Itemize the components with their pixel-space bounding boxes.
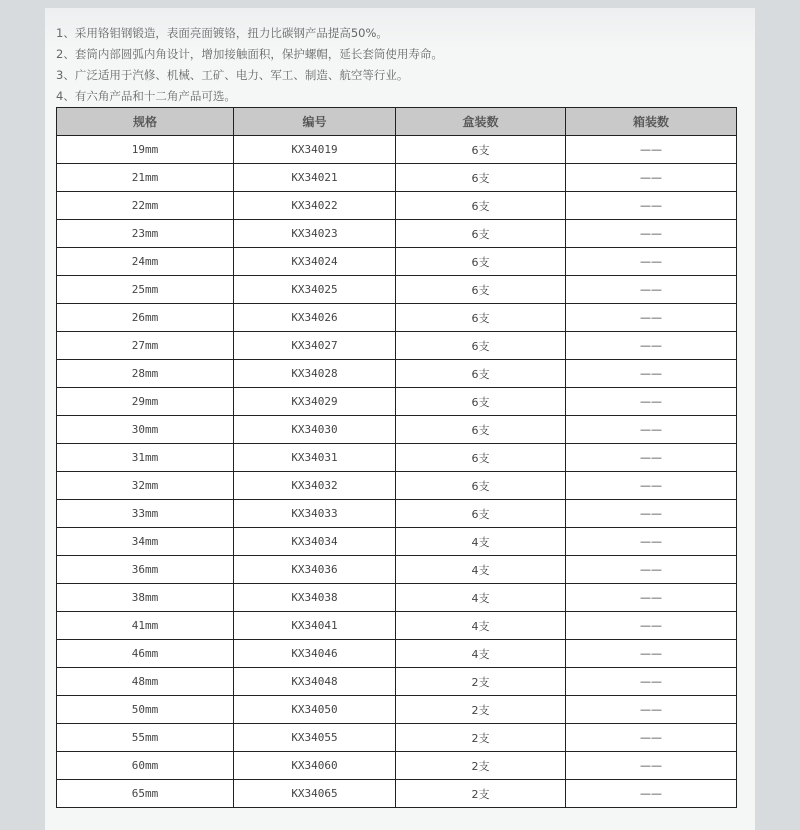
spec-table (56, 107, 737, 808)
cell-box-qty: 6支 (396, 136, 566, 164)
table-row (57, 696, 737, 724)
cell-carton-qty: —— (566, 360, 737, 388)
cell-carton-qty: —— (566, 192, 737, 220)
cell-box-qty: 6支 (396, 500, 566, 528)
column-header-size: 规格 (57, 108, 234, 136)
cell-carton-qty: —— (566, 304, 737, 332)
cell-box-qty: 6支 (396, 472, 566, 500)
cell-size: 60mm (57, 752, 234, 780)
cell-size: 30mm (57, 416, 234, 444)
cell-box-qty: 6支 (396, 248, 566, 276)
cell-carton-qty: —— (566, 780, 737, 808)
cell-size: 55mm (57, 724, 234, 752)
cell-box-qty: 4支 (396, 612, 566, 640)
cell-size: 21mm (57, 164, 234, 192)
cell-box-qty: 6支 (396, 192, 566, 220)
cell-size: 33mm (57, 500, 234, 528)
table-row (57, 136, 737, 164)
cell-code: KX34024 (234, 248, 396, 276)
cell-box-qty: 6支 (396, 360, 566, 388)
column-header-code: 编号 (234, 108, 396, 136)
table-row (57, 332, 737, 360)
cell-box-qty: 2支 (396, 668, 566, 696)
cell-code: KX34050 (234, 696, 396, 724)
cell-box-qty: 4支 (396, 584, 566, 612)
cell-box-qty: 4支 (396, 556, 566, 584)
cell-size: 19mm (57, 136, 234, 164)
cell-carton-qty: —— (566, 500, 737, 528)
table-row (57, 164, 737, 192)
cell-size: 48mm (57, 668, 234, 696)
feature-note: 1、采用铬钼钢锻造，表面亮面镀铬，扭力比碳钢产品提高50%。 (56, 26, 388, 40)
cell-size: 36mm (57, 556, 234, 584)
cell-code: KX34055 (234, 724, 396, 752)
cell-box-qty: 2支 (396, 780, 566, 808)
cell-code: KX34023 (234, 220, 396, 248)
cell-carton-qty: —— (566, 556, 737, 584)
cell-code: KX34041 (234, 612, 396, 640)
cell-box-qty: 6支 (396, 164, 566, 192)
cell-code: KX34032 (234, 472, 396, 500)
cell-box-qty: 6支 (396, 304, 566, 332)
cell-box-qty: 2支 (396, 724, 566, 752)
cell-box-qty: 6支 (396, 444, 566, 472)
cell-box-qty: 6支 (396, 220, 566, 248)
table-row (57, 416, 737, 444)
cell-size: 41mm (57, 612, 234, 640)
cell-code: KX34019 (234, 136, 396, 164)
table-row (57, 220, 737, 248)
column-header-box-qty: 盒装数 (396, 108, 566, 136)
cell-carton-qty: —— (566, 444, 737, 472)
cell-box-qty: 6支 (396, 276, 566, 304)
table-row (57, 724, 737, 752)
cell-size: 29mm (57, 388, 234, 416)
cell-code: KX34030 (234, 416, 396, 444)
cell-size: 65mm (57, 780, 234, 808)
cell-code: KX34025 (234, 276, 396, 304)
table-row (57, 388, 737, 416)
cell-box-qty: 4支 (396, 528, 566, 556)
cell-code: KX34033 (234, 500, 396, 528)
feature-note: 3、广泛适用于汽修、机械、工矿、电力、军工、制造、航空等行业。 (56, 68, 409, 82)
cell-box-qty: 6支 (396, 332, 566, 360)
table-row (57, 500, 737, 528)
feature-notes (56, 23, 736, 107)
cell-box-qty: 4支 (396, 640, 566, 668)
cell-code: KX34036 (234, 556, 396, 584)
cell-carton-qty: —— (566, 220, 737, 248)
cell-code: KX34022 (234, 192, 396, 220)
cell-code: KX34029 (234, 388, 396, 416)
cell-code: KX34027 (234, 332, 396, 360)
cell-size: 25mm (57, 276, 234, 304)
feature-note: 2、套筒内部圆弧内角设计，增加接触面积，保护螺帽，延长套筒使用寿命。 (56, 47, 443, 61)
cell-carton-qty: —— (566, 724, 737, 752)
cell-carton-qty: —— (566, 612, 737, 640)
cell-carton-qty: —— (566, 416, 737, 444)
table-row (57, 780, 737, 808)
cell-size: 27mm (57, 332, 234, 360)
cell-code: KX34026 (234, 304, 396, 332)
cell-carton-qty: —— (566, 752, 737, 780)
cell-carton-qty: —— (566, 584, 737, 612)
cell-code: KX34048 (234, 668, 396, 696)
table-row (57, 444, 737, 472)
table-row (57, 668, 737, 696)
cell-code: KX34060 (234, 752, 396, 780)
cell-code: KX34028 (234, 360, 396, 388)
table-row (57, 528, 737, 556)
table-row (57, 640, 737, 668)
table-row (57, 248, 737, 276)
table-row (57, 752, 737, 780)
cell-carton-qty: —— (566, 696, 737, 724)
table-row (57, 584, 737, 612)
table-header-row (57, 108, 737, 136)
cell-size: 22mm (57, 192, 234, 220)
table-row (57, 556, 737, 584)
table-body (57, 136, 737, 808)
cell-carton-qty: —— (566, 388, 737, 416)
table-row (57, 612, 737, 640)
cell-carton-qty: —— (566, 528, 737, 556)
cell-carton-qty: —— (566, 332, 737, 360)
table-row (57, 360, 737, 388)
cell-size: 31mm (57, 444, 234, 472)
cell-box-qty: 6支 (396, 416, 566, 444)
cell-code: KX34038 (234, 584, 396, 612)
cell-size: 24mm (57, 248, 234, 276)
table-row (57, 276, 737, 304)
column-header-carton-qty: 箱装数 (566, 108, 737, 136)
cell-carton-qty: —— (566, 136, 737, 164)
cell-carton-qty: —— (566, 276, 737, 304)
cell-size: 46mm (57, 640, 234, 668)
cell-box-qty: 2支 (396, 752, 566, 780)
cell-code: KX34046 (234, 640, 396, 668)
cell-size: 26mm (57, 304, 234, 332)
cell-size: 23mm (57, 220, 234, 248)
cell-size: 50mm (57, 696, 234, 724)
cell-size: 28mm (57, 360, 234, 388)
cell-carton-qty: —— (566, 248, 737, 276)
cell-code: KX34034 (234, 528, 396, 556)
cell-carton-qty: —— (566, 164, 737, 192)
table-row (57, 472, 737, 500)
cell-carton-qty: —— (566, 668, 737, 696)
table-row (57, 304, 737, 332)
cell-box-qty: 2支 (396, 696, 566, 724)
cell-carton-qty: —— (566, 640, 737, 668)
cell-size: 34mm (57, 528, 234, 556)
cell-size: 32mm (57, 472, 234, 500)
cell-code: KX34031 (234, 444, 396, 472)
cell-carton-qty: —— (566, 472, 737, 500)
cell-code: KX34065 (234, 780, 396, 808)
cell-box-qty: 6支 (396, 388, 566, 416)
table-row (57, 192, 737, 220)
cell-code: KX34021 (234, 164, 396, 192)
feature-note: 4、有六角产品和十二角产品可选。 (56, 89, 236, 103)
cell-size: 38mm (57, 584, 234, 612)
